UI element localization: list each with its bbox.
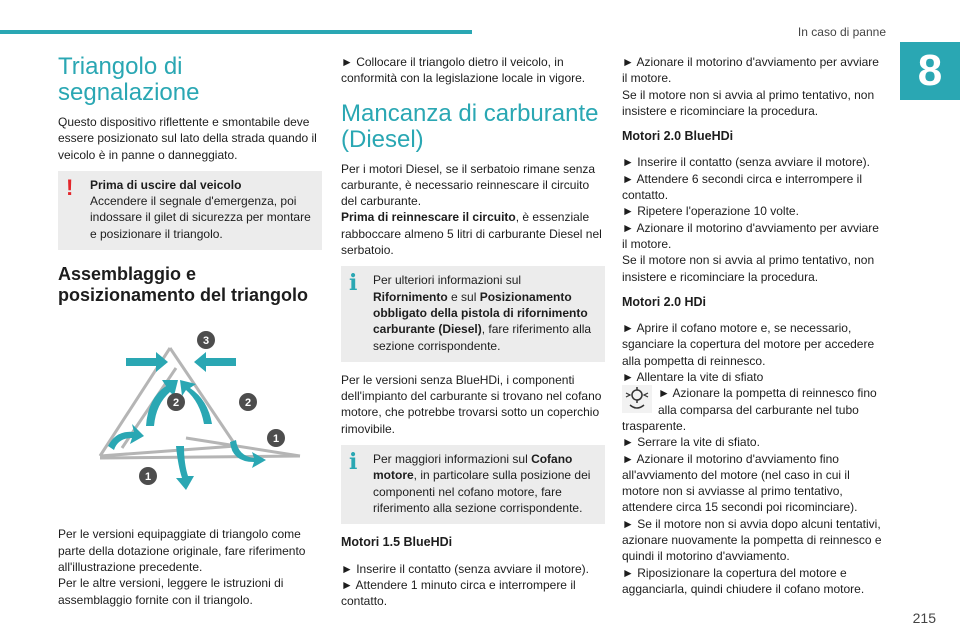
step: ► Serrare la vite di sfiato. xyxy=(622,435,760,450)
info-text: e sul xyxy=(447,289,480,304)
column-2 xyxy=(341,54,605,616)
step-note: Se il motore non si avvia al primo tentativo, non insistere e ricominciare la procedura. xyxy=(622,87,875,118)
info-bold: Rifornimento xyxy=(373,289,448,304)
badge-label: 1 xyxy=(144,471,152,484)
warning-exclamation-icon: ! xyxy=(66,174,74,200)
step: ► Ripetere l'operazione 10 volte. xyxy=(622,204,799,219)
subtitle-20-hdi: Motori 2.0 HDi xyxy=(622,294,707,309)
step: ► Attendere 1 minuto circa e interrompere il contatto. xyxy=(341,577,576,609)
hand-pump-icon xyxy=(622,385,652,413)
step: ► Azionare la pompetta di reinnesco fino alla comparsa del carburante nel tubo trasparente. xyxy=(622,386,877,433)
step-note: Se il motore non si avvia al primo tentativo, non insistere e ricominciare la procedura. xyxy=(622,253,875,284)
step: ► Azionare il motorino d'avviamento per avviare il motore. xyxy=(622,220,879,251)
triangle-illustration xyxy=(86,328,306,504)
step: ► Aprire il cofano motore e, se necessario, sganciare la copertura del motore per accedere alla pompetta di reinnesco. xyxy=(622,321,875,368)
place-triangle-step: ► Collocare il triangolo dietro il veicolo, in conformità con la legislazione locale in vigore. xyxy=(341,55,586,86)
info-icon: i xyxy=(349,449,358,476)
step: ► Attendere 6 secondi circa e interrompere il contatto. xyxy=(622,171,862,203)
column-1 xyxy=(58,54,322,615)
figure-note-2: Per le altre versioni, leggere le istruzioni di assemblaggio fornite con il triangolo. xyxy=(58,576,284,607)
title-triangle: Triangolo di segnalazione xyxy=(58,53,200,106)
subtitle-assembly: Assemblaggio e posizionamento del triangolo xyxy=(58,264,309,306)
column-3 xyxy=(622,54,886,597)
diesel-before-bold: Prima di reinnescare il circuito xyxy=(341,210,516,225)
badge-label: 2 xyxy=(172,397,180,410)
badge-label: 3 xyxy=(202,335,210,348)
info-callout-refuel xyxy=(341,266,605,361)
badge-label: 2 xyxy=(244,397,252,410)
info-bold: Posizionamento obbligato della pistola di rifornimento carburante (Diesel) xyxy=(373,289,588,337)
step: ► Se il motore non si avvia dopo alcuni tentativi, azionare nuovamente la pompetta di reinnesco e quindi il motorino d'avviamento. xyxy=(622,516,882,564)
diesel-before-text: , è essenziale rabboccare almeno 5 litri di carburante Diesel nel serbatoio. xyxy=(341,210,602,258)
step: ► Azionare il motorino d'avviamento per avviare il motore. xyxy=(622,55,879,86)
header-accent-bar xyxy=(0,30,472,34)
step: ► Inserire il contatto (senza avviare il motore). xyxy=(341,561,589,576)
info-text: , in particolare sulla posizione dei componenti nel cofano motore, fare riferimento alla sezione corrispondente. xyxy=(373,468,591,515)
info-text: , fare riferimento alla sezione corrispondente. xyxy=(373,322,592,353)
warning-callout xyxy=(58,171,322,250)
info-callout-bonnet xyxy=(341,445,605,524)
info-icon: i xyxy=(349,270,358,297)
step: ► Azionare il motorino d'avviamento fino all'avviamento del motore (nel caso in cui il motore non si avviasse al primo tentativo, attendere circa 15 secondi poi ricominciare). xyxy=(622,451,858,515)
info-bold: Cofano motore xyxy=(373,452,573,483)
diesel-intro: Per i motori Diesel, se il serbatoio rimane senza carburante, è necessario reinnescare il circuito del carburante. xyxy=(341,161,596,209)
step: ► Inserire il contatto (senza avviare il motore). xyxy=(622,155,870,170)
non-bluehdi-note: Per le versioni senza BlueHDi, i componenti dell'impianto del carburante si trovano nel cofano motore, che potrebbe trovarsi sotto un coperchio rimovibile. xyxy=(341,372,602,436)
page-number: 215 xyxy=(912,610,936,626)
info-text: Per ulteriori informazioni sul xyxy=(373,273,522,288)
subtitle-20-bluehdi: Motori 2.0 BlueHDi xyxy=(622,129,734,144)
info-text: Per maggiori informazioni sul xyxy=(373,452,532,467)
chapter-number: 8 xyxy=(900,42,960,100)
warning-title: Prima di uscire dal veicolo xyxy=(90,177,242,192)
figure-note-1: Per le versioni equipaggiate di triangolo come parte della dotazione originale, fare riferimento all'illustrazione precedente. xyxy=(58,527,306,574)
step: ► Allentare la vite di sfiato xyxy=(622,370,764,385)
intro-text: Questo dispositivo riflettente e smontabile deve essere posizionato sul lato della strada quando il veicolo è in panne o danneggiato. xyxy=(58,115,317,162)
badge-label: 1 xyxy=(272,433,280,446)
step: ► Riposizionare la copertura del motore e agganciarla, quindi chiudere il cofano motore. xyxy=(622,565,865,596)
section-title: In caso di panne xyxy=(797,25,886,39)
title-fuel-shortage: Mancanza di carburante (Diesel) xyxy=(341,99,599,153)
subtitle-15-bluehdi: Motori 1.5 BlueHDi xyxy=(341,535,453,550)
warning-text: Accendere il segnale d'emergenza, poi indossare il gilet di sicurezza per montare e posizionare il triangolo. xyxy=(90,194,311,241)
